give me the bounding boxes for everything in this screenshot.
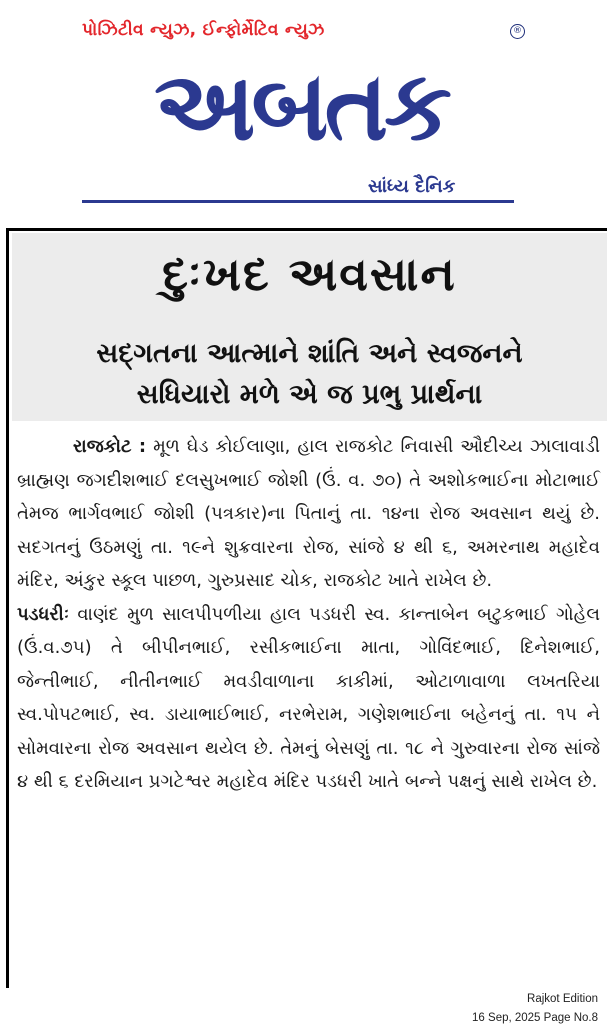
paragraph-text-padadhari: વાણંદ મુળ સાલપીપળીયા હાલ પડધરી સ્વ. કાન્તાબેન બટુકભાઈ ગોહેલ (ઉં.વ.૭૫) તે બીપીનભાઈ, રસીકભાઈના માતા, ગોવિંદભાઈ, દિનેશભાઈ, જેન્તીભાઈ, નીતીનભાઈ મવડીવાળાના કાકીમાં, ઓટાળાવાળા લખતરિયા સ્વ.પોપટભાઈ, સ્વ. ડાયાભાઈભાઈ, નરભેરામ, ગણેશભાઈના બહેનનું તા. ૧૫ ને સોમવારના રોજ અવસાન થયેલ છે. તેમનું બેસણું તા. ૧૮ ને ગુરુવારના રોજ સાંજે ૪ થી ૬ દરમિયાન પ્રગટેશ્વર મહાદેવ મંદિર પડધરી ખાતે બન્ને પક્ષનું સાથે રાખેલ છે. [17, 603, 600, 792]
article-frame-top [6, 228, 607, 231]
article-body [17, 430, 600, 799]
footer-date-page: 16 Sep, 2025 Page No.8 [472, 1012, 598, 1024]
paragraph-lead-padadhari: પડધરીઃ [17, 603, 69, 625]
newspaper-logo: અબતક [154, 50, 448, 162]
registered-mark-icon: ® [510, 24, 525, 39]
footer-edition: Rajkot Edition [527, 993, 598, 1005]
article-frame-left [6, 228, 9, 988]
paragraph-lead-rajkot: રાજકોટ : [73, 436, 147, 457]
masthead-subline: સાંધ્ય દૈનિક [368, 176, 456, 197]
masthead [0, 0, 607, 210]
paragraph-text-rajkot: મૂળ ઘેડ કોઈલાણા, હાલ રાજકોટ નિવાસી ઔદીચ્ય ઝાલાવાડી બ્રાહ્મણ જગદીશભાઈ દલસુખભાઈ જોશી (ઉં. વ. ૭૦) તે અશોકભાઈના મોટાભાઈ તેમજ ભાર્ગવભાઈ જોશી (પત્રકાર)ના પિતાનું તા. ૧૪ના રોજ અવસાન થયું છે. સદગતનું ઉઠમણું તા. ૧૯ને શુક્રવારના રોજ, સાંજે ૪ થી ૬, અમરનાથ મહાદેવ મંદિર, અંકુર સ્કૂલ પાછળ, ગુરુપ્રસાદ ચોક, રાજકોટ ખાતે રાખેલ છે. [17, 436, 600, 591]
subheadline-line-2: સધિયારો મળે એ જ પ્રભુ પ્રાર્થના [136, 379, 483, 410]
masthead-divider [82, 200, 514, 203]
article-headline: દુઃખદ અવસાન [162, 247, 457, 301]
headline-box [12, 233, 607, 421]
article-subheadline [12, 333, 607, 415]
subheadline-line-1: સદ્ગતના આત્માને શાંતિ અને સ્વજનને [96, 338, 523, 369]
article-paragraph-padadhari [17, 598, 600, 799]
article-paragraph-rajkot [17, 430, 600, 598]
masthead-tagline: પોઝિટીવ ન્યુઝ, ઈન્ફોર્મેટિવ ન્યુઝ [82, 20, 325, 40]
